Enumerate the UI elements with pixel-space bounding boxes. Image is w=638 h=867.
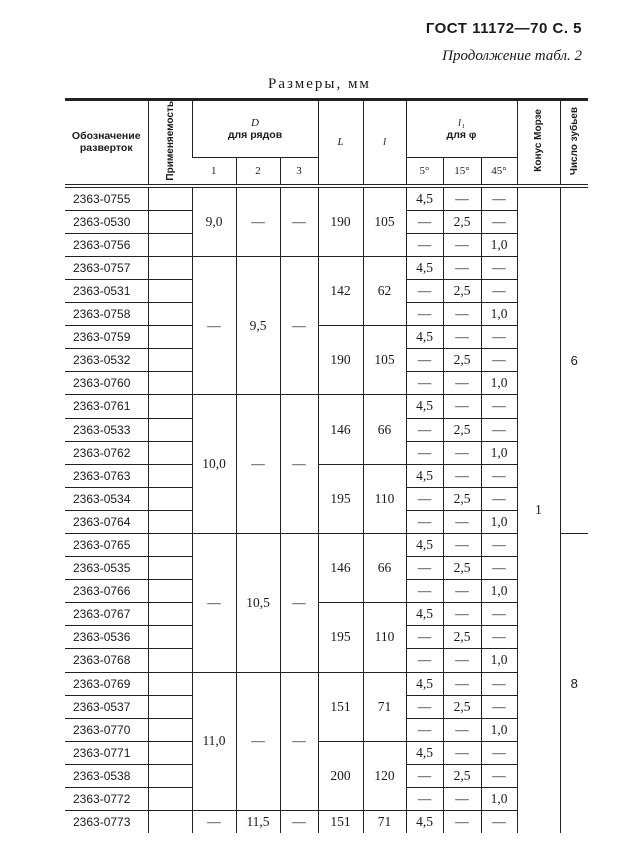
l1-45deg-cell: — (481, 603, 517, 626)
designation-cell: 2363-0765 (65, 533, 148, 556)
l-cell: 105 (363, 326, 406, 395)
designation-cell: 2363-0770 (65, 718, 148, 741)
applicability-cell (148, 811, 192, 834)
designation-cell: 2363-0773 (73, 815, 131, 830)
l1-15deg-cell: — (443, 395, 481, 418)
l1-45deg-cell: 1,0 (481, 303, 517, 326)
reamer-dimensions-table (65, 98, 588, 833)
l1-45deg-cell: — (481, 326, 517, 349)
d-row-1-cell: 11,0 (192, 672, 236, 811)
l1-5deg-cell: — (406, 718, 443, 741)
l1-45deg-cell: — (481, 487, 517, 510)
l1-15deg-cell: — (443, 741, 481, 764)
morse-taper-cell: 1 (517, 186, 560, 834)
l1-15deg-cell: 2,5 (443, 764, 481, 787)
header-D-row-3: 3 (280, 158, 318, 186)
l1-45deg-cell: — (481, 626, 517, 649)
l1-5deg-cell: — (406, 695, 443, 718)
d-row-3-cell: — (280, 186, 318, 257)
l1-45deg-cell: — (481, 279, 517, 302)
l1-45deg-cell: — (481, 695, 517, 718)
designation-cell: 2363-0769 (65, 672, 148, 695)
designation-cell: 2363-0756 (65, 233, 148, 256)
l1-45deg-cell: — (481, 811, 517, 834)
l1-45deg-cell: — (481, 764, 517, 787)
d-row-3-cell: — (280, 256, 318, 395)
l-cell: 62 (363, 256, 406, 325)
d-row-1-cell: 9,0 (192, 186, 236, 257)
applicability-cell (148, 303, 192, 326)
l1-45deg-cell: — (481, 256, 517, 279)
designation-cell: 2363-0767 (65, 603, 148, 626)
l1-5deg-cell: — (406, 233, 443, 256)
l1-15deg-cell: — (443, 464, 481, 487)
l1-15deg-cell: — (443, 649, 481, 672)
l1-45deg-cell: 1,0 (481, 510, 517, 533)
designation-cell: 2363-0771 (65, 741, 148, 764)
l1-15deg-cell: 2,5 (443, 418, 481, 441)
designation-cell: 2363-0530 (65, 210, 148, 233)
l1-45deg-cell: — (481, 672, 517, 695)
header-D-row-2: 2 (236, 158, 280, 186)
l1-5deg-cell: — (406, 649, 443, 672)
applicability-cell (148, 349, 192, 372)
applicability-cell (148, 510, 192, 533)
d-row-2-cell: — (236, 186, 280, 257)
d-row-2-cell: — (236, 672, 280, 811)
header-l1: l₁ для φ (406, 100, 517, 158)
table-row (65, 186, 588, 211)
l1-15deg-cell: — (443, 811, 481, 834)
L-cell: 142 (318, 256, 363, 325)
designation-cell: 2363-0534 (65, 487, 148, 510)
applicability-cell (148, 395, 192, 418)
l1-5deg-cell: — (406, 349, 443, 372)
designation-cell: 2363-0764 (65, 510, 148, 533)
table-row (65, 811, 588, 834)
l1-5deg-cell: — (406, 557, 443, 580)
l1-45deg-cell: — (481, 741, 517, 764)
designation-cell: 2363-0758 (65, 303, 148, 326)
applicability-cell (148, 487, 192, 510)
l1-5deg-cell: — (406, 279, 443, 302)
L-cell: 195 (318, 464, 363, 533)
l1-5deg-cell: 4,5 (406, 326, 443, 349)
applicability-cell (148, 464, 192, 487)
l-cell: 110 (363, 603, 406, 672)
l1-45deg-cell: 1,0 (481, 718, 517, 741)
l1-15deg-cell: 2,5 (443, 349, 481, 372)
l1-5deg-cell: 4,5 (406, 533, 443, 556)
applicability-cell (148, 233, 192, 256)
applicability-cell (148, 279, 192, 302)
applicability-cell (148, 741, 192, 764)
header-angle-5: 5° (406, 158, 443, 186)
l1-15deg-cell: — (443, 441, 481, 464)
l1-15deg-cell: — (443, 186, 481, 211)
l1-15deg-cell: — (443, 718, 481, 741)
designation-cell: 2363-0537 (65, 695, 148, 718)
L-cell: 200 (318, 741, 363, 810)
units-caption: Размеры, мм (268, 76, 371, 92)
designation-cell: 2363-0759 (65, 326, 148, 349)
applicability-cell (148, 695, 192, 718)
applicability-cell (148, 533, 192, 556)
l1-45deg-cell: 1,0 (481, 372, 517, 395)
l1-45deg-cell: — (481, 533, 517, 556)
l1-45deg-cell: 1,0 (481, 788, 517, 811)
document-number: ГОСТ 11172—70 С. 5 (425, 20, 582, 37)
L-cell: 151 (318, 672, 363, 741)
d-row-1-cell: — (192, 256, 236, 395)
designation-cell: 2363-0535 (65, 557, 148, 580)
l-cell: 120 (363, 741, 406, 810)
L-cell: 190 (318, 326, 363, 395)
designation-cell: 2363-0763 (65, 464, 148, 487)
applicability-cell (148, 672, 192, 695)
l1-15deg-cell: — (443, 672, 481, 695)
applicability-cell (148, 557, 192, 580)
header-D: D для рядов (192, 100, 318, 158)
applicability-cell (148, 764, 192, 787)
l-cell: 71 (363, 672, 406, 741)
l1-5deg-cell: 4,5 (406, 395, 443, 418)
applicability-cell (148, 186, 192, 211)
L-cell: 151 (318, 811, 363, 834)
l1-15deg-cell: 2,5 (443, 557, 481, 580)
L-cell: 146 (318, 395, 363, 464)
applicability-cell (148, 603, 192, 626)
d-row-1-cell: — (192, 811, 236, 834)
l1-5deg-cell: — (406, 372, 443, 395)
header-angle-45: 45° (481, 158, 517, 186)
table-row (65, 741, 588, 764)
l1-5deg-cell: 4,5 (406, 186, 443, 211)
header-morse-taper: Конус Морзе (517, 100, 560, 186)
l1-5deg-cell: 4,5 (406, 811, 443, 834)
header-angle-15: 15° (443, 158, 481, 186)
l1-5deg-cell: 4,5 (406, 256, 443, 279)
l1-5deg-cell: — (406, 210, 443, 233)
l1-15deg-cell: — (443, 233, 481, 256)
L-cell: 190 (318, 186, 363, 257)
l1-5deg-cell: 4,5 (406, 741, 443, 764)
l1-45deg-cell: 1,0 (481, 233, 517, 256)
l1-5deg-cell: — (406, 487, 443, 510)
applicability-cell (148, 649, 192, 672)
applicability-cell (148, 210, 192, 233)
l1-45deg-cell: — (481, 210, 517, 233)
l1-5deg-cell: — (406, 441, 443, 464)
table-row (65, 395, 588, 418)
designation-cell: 2363-0536 (65, 626, 148, 649)
d-row-3-cell: — (280, 395, 318, 534)
designation-cell: 2363-0532 (65, 349, 148, 372)
l1-5deg-cell: — (406, 788, 443, 811)
applicability-cell (148, 788, 192, 811)
applicability-cell (148, 372, 192, 395)
l1-15deg-cell: 2,5 (443, 210, 481, 233)
l1-45deg-cell: 1,0 (481, 649, 517, 672)
l1-15deg-cell: — (443, 603, 481, 626)
designation-cell: 2363-0757 (65, 256, 148, 279)
applicability-cell (148, 580, 192, 603)
l-cell: 110 (363, 464, 406, 533)
l-cell: 66 (363, 395, 406, 464)
l1-45deg-cell: 1,0 (481, 441, 517, 464)
l1-5deg-cell: — (406, 510, 443, 533)
d-row-3-cell: — (280, 533, 318, 672)
d-row-2-cell: 10,5 (236, 533, 280, 672)
designation-cell: 2363-0533 (65, 418, 148, 441)
l1-45deg-cell: — (481, 557, 517, 580)
l1-15deg-cell: 2,5 (443, 626, 481, 649)
l1-5deg-cell: 4,5 (406, 672, 443, 695)
d-row-3-cell: — (280, 811, 318, 834)
designation-cell: 2363-0538 (65, 764, 148, 787)
l-cell: 66 (363, 533, 406, 602)
header-teeth-count: Число зубьев (560, 100, 588, 186)
l1-15deg-cell: — (443, 372, 481, 395)
l1-15deg-cell: — (443, 303, 481, 326)
designation-cell: 2363-0760 (65, 372, 148, 395)
header-applicability: Применяемость (148, 100, 192, 186)
table-continuation-label: Продолжение табл. 2 (442, 48, 582, 64)
designation-cell: 2363-0531 (65, 279, 148, 302)
applicability-cell (148, 441, 192, 464)
l1-45deg-cell: 1,0 (481, 580, 517, 603)
applicability-cell (148, 626, 192, 649)
designation-cell: 2363-0762 (65, 441, 148, 464)
l1-45deg-cell: — (481, 464, 517, 487)
designation-cell: 2363-0755 (65, 186, 148, 211)
l1-5deg-cell: 4,5 (406, 603, 443, 626)
l1-45deg-cell: — (481, 395, 517, 418)
l1-15deg-cell: — (443, 788, 481, 811)
l-cell: 71 (363, 811, 406, 834)
table-row (65, 533, 588, 556)
l1-5deg-cell: — (406, 580, 443, 603)
l1-15deg-cell: — (443, 510, 481, 533)
l1-15deg-cell: — (443, 256, 481, 279)
L-cell: 195 (318, 603, 363, 672)
designation-cell: 2363-0772 (65, 788, 148, 811)
l1-15deg-cell: 2,5 (443, 279, 481, 302)
d-row-2-cell: — (236, 395, 280, 534)
teeth-count-cell: 6 (560, 186, 588, 534)
l1-5deg-cell: — (406, 418, 443, 441)
d-row-3-cell: — (280, 672, 318, 811)
d-row-1-cell: — (192, 533, 236, 672)
l1-5deg-cell: 4,5 (406, 464, 443, 487)
l1-15deg-cell: — (443, 580, 481, 603)
l1-45deg-cell: — (481, 186, 517, 211)
d-row-2-cell: 9,5 (236, 256, 280, 395)
d-row-1-cell: 10,0 (192, 395, 236, 534)
table-row (65, 326, 588, 349)
table-row (65, 672, 588, 695)
designation-cell: 2363-0761 (65, 395, 148, 418)
d-row-2-cell: 11,5 (236, 811, 280, 834)
header-designation: Обозначение разверток (65, 100, 148, 186)
designation-cell: 2363-0768 (65, 649, 148, 672)
l1-5deg-cell: — (406, 764, 443, 787)
header-l: l (363, 100, 406, 186)
header-L: L (318, 100, 363, 186)
l1-15deg-cell: 2,5 (443, 487, 481, 510)
l1-5deg-cell: — (406, 303, 443, 326)
l1-15deg-cell: — (443, 533, 481, 556)
applicability-cell (148, 256, 192, 279)
l1-45deg-cell: — (481, 349, 517, 372)
table-row (65, 603, 588, 626)
applicability-cell (148, 718, 192, 741)
l1-15deg-cell: — (443, 326, 481, 349)
applicability-cell (148, 326, 192, 349)
designation-cell: 2363-0766 (65, 580, 148, 603)
table-row (65, 256, 588, 279)
applicability-cell (148, 418, 192, 441)
l1-15deg-cell: 2,5 (443, 695, 481, 718)
l1-45deg-cell: — (481, 418, 517, 441)
table-row (65, 464, 588, 487)
teeth-count-cell: 8 (560, 533, 588, 833)
L-cell: 146 (318, 533, 363, 602)
l-cell: 105 (363, 186, 406, 257)
header-D-row-1: 1 (192, 158, 236, 186)
l1-5deg-cell: — (406, 626, 443, 649)
